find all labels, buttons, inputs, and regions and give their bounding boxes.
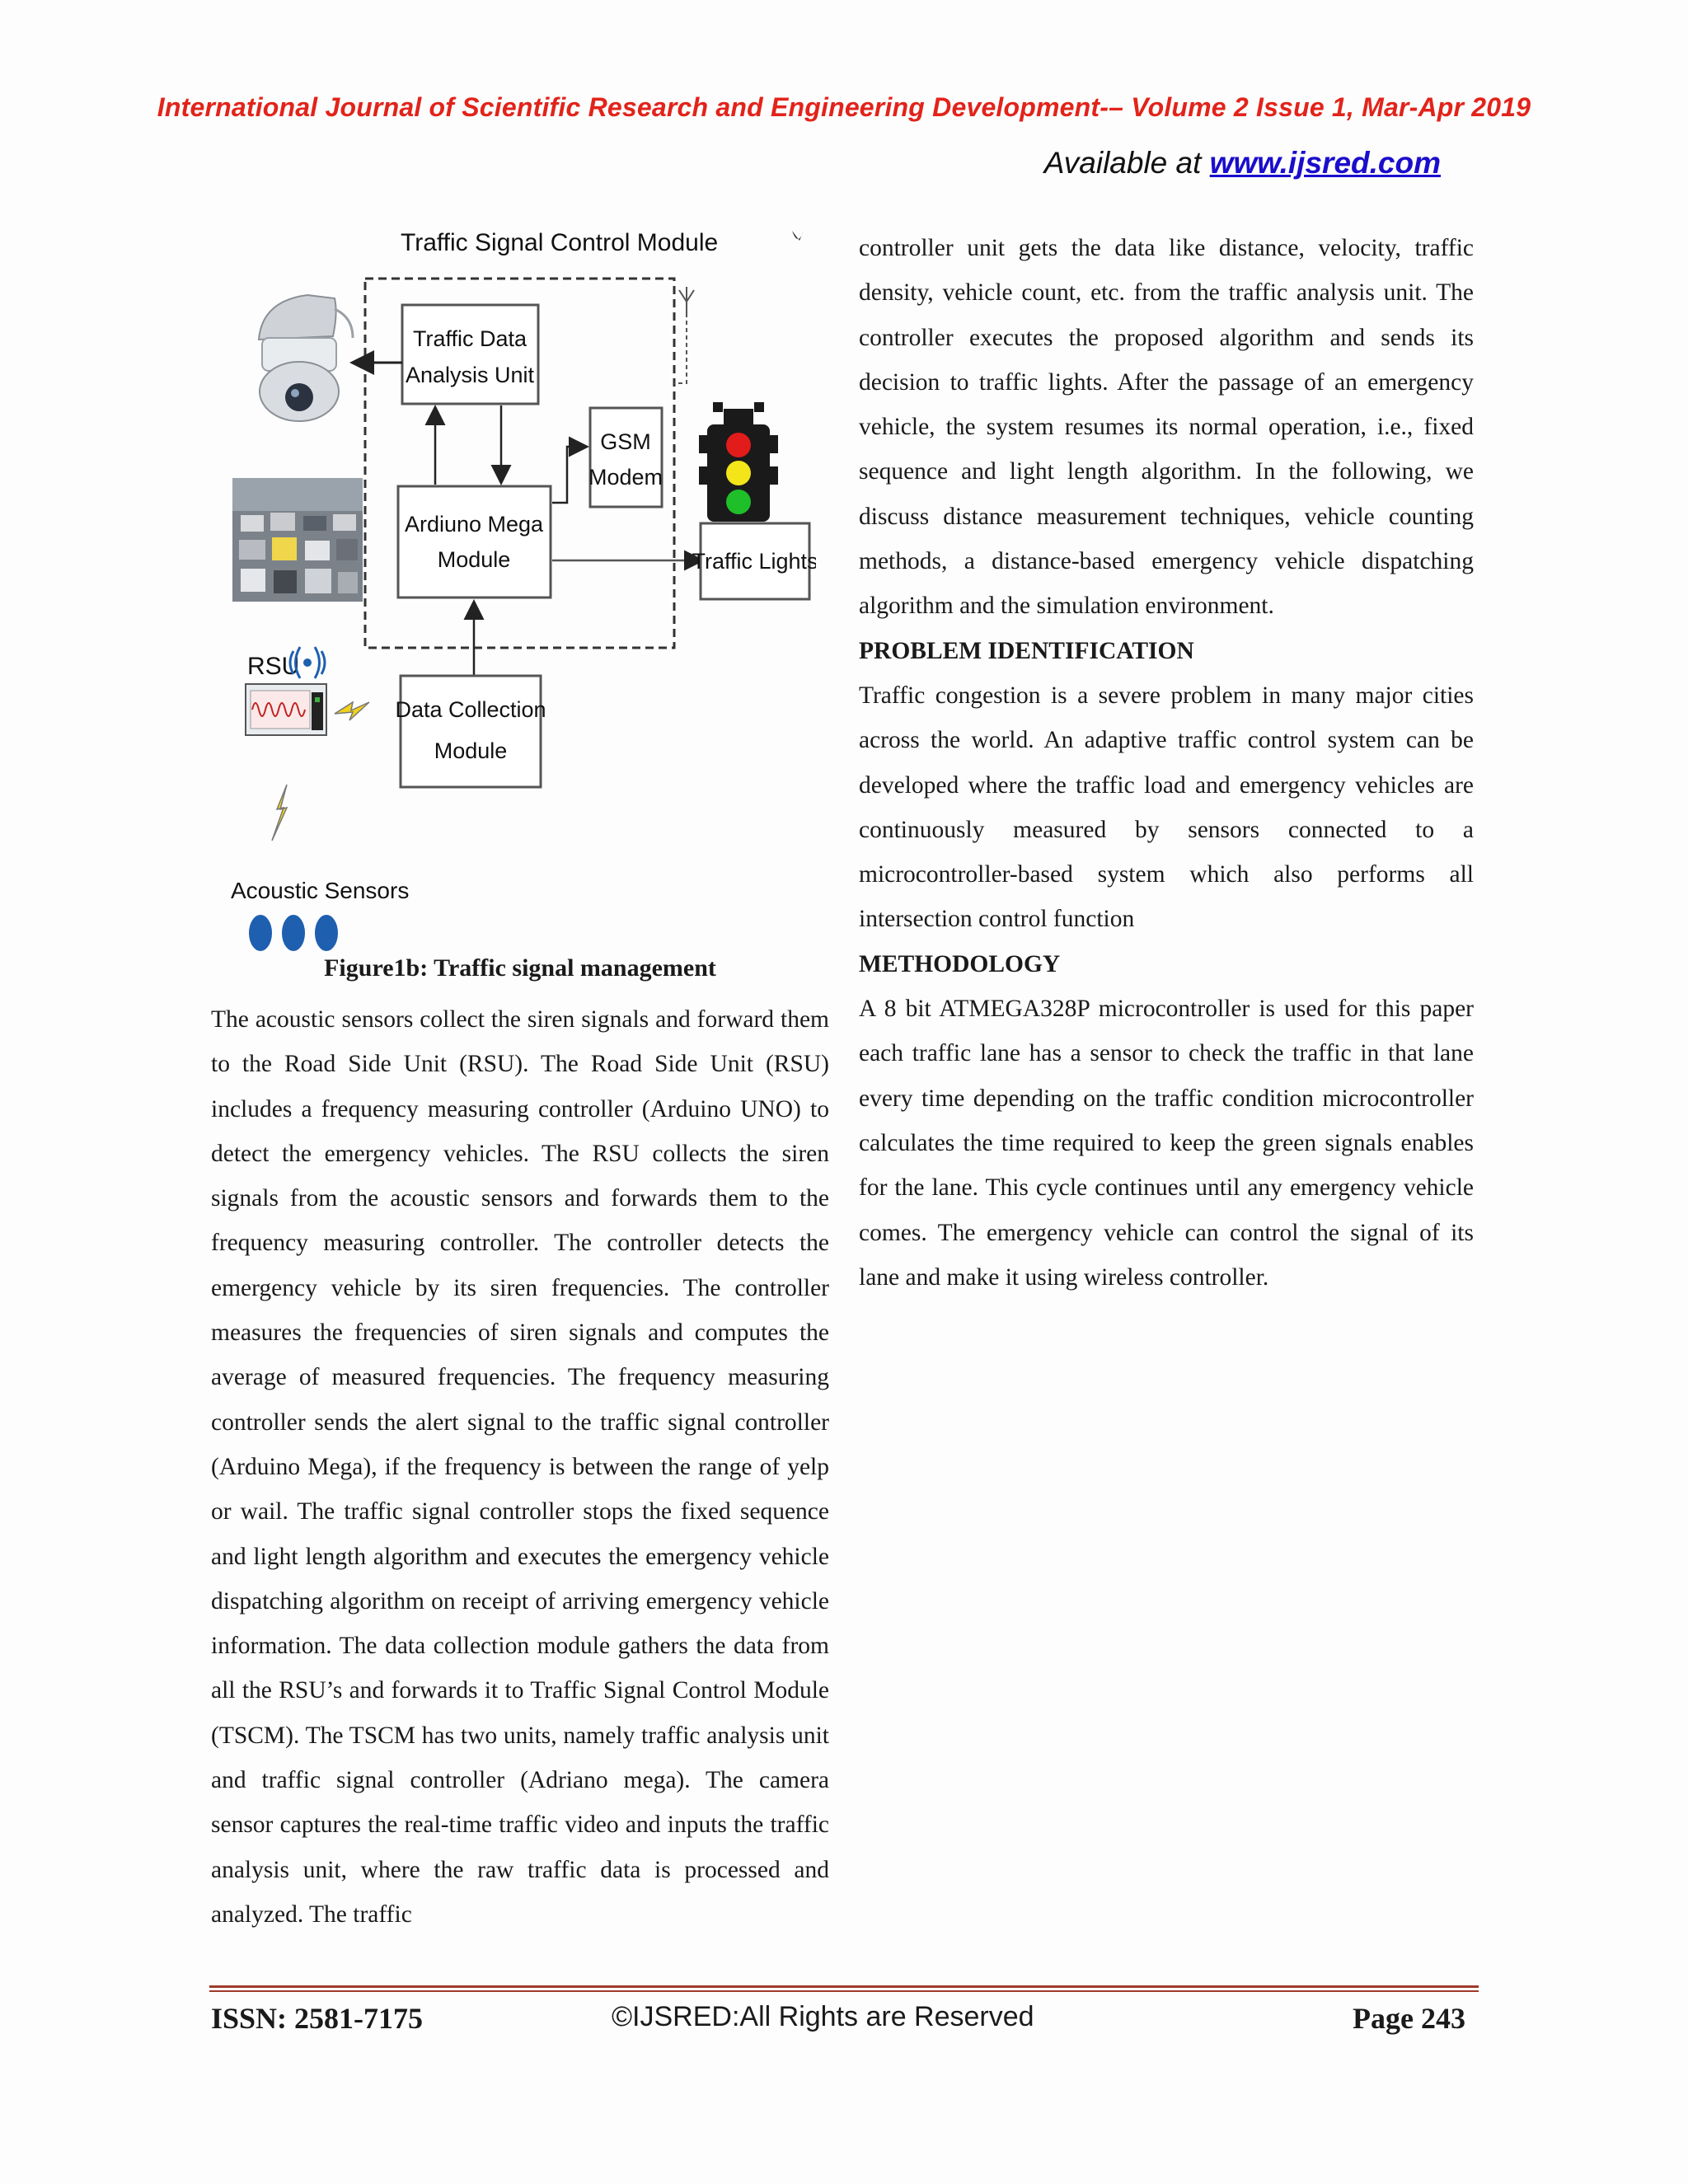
website-link[interactable]: www.ijsred.com <box>1209 146 1441 180</box>
lightning-icon <box>335 702 369 720</box>
gsm-modem-box <box>590 408 662 507</box>
journal-header: International Journal of Scientific Research and Engineering Development-– Volume 2 Issue 1, Mar-Apr 2019 <box>157 92 1531 122</box>
camera-icon <box>259 295 353 421</box>
red-light <box>726 433 751 457</box>
heading-problem-identification: PROBLEM IDENTIFICATION <box>859 637 1194 664</box>
traffic-data-label-2: Analysis Unit <box>405 363 535 387</box>
traffic-photo <box>232 478 363 602</box>
module-title: Traffic Signal Control Module <box>401 229 719 256</box>
sensor-dot <box>249 915 272 951</box>
left-column <box>211 997 829 1937</box>
availability-line <box>1044 146 1441 180</box>
footer-rights: ©IJSRED:All Rights are Reserved <box>612 2001 1034 2032</box>
data-collection-label-2: Module <box>434 738 508 763</box>
right-paragraph-1: controller unit gets the data like distance, velocity, traffic density, vehicle count, etc. from the traffic analysis unit. The controller executes the proposed algorithm and sends its decision to traffic lights. After the passage of an emergency vehicle, the system resumes its normal operation, i.e., fixed sequence and light length algorithm. In the following, we discuss distance measurement techniques, vehicle counting methods, a distance-based emergency vehicle dispatching algorithm and the simulation environment. <box>859 235 1474 620</box>
traffic-data-label-1: Traffic Data <box>412 326 528 351</box>
arduino-mega-box <box>398 486 551 598</box>
traffic-data-analysis-box <box>402 305 538 404</box>
sensor-dot <box>282 915 305 951</box>
arduino-label-1: Ardiuno Mega <box>404 512 544 537</box>
rsu-antenna-dot <box>303 658 312 667</box>
antenna-connector <box>674 313 687 383</box>
antenna-icon <box>679 287 694 313</box>
traffic-signal-figure <box>229 223 816 964</box>
heading-methodology: METHODOLOGY <box>859 950 1061 977</box>
gsm-label-2: Modem <box>588 465 663 490</box>
footer-issn: ISSN: 2581-7175 <box>211 2002 424 2035</box>
footer-rule-thick <box>209 1985 1479 1988</box>
arrow-arduino-to-gsm <box>552 447 585 503</box>
sensor-dot <box>315 915 338 951</box>
arduino-label-2: Module <box>437 547 511 572</box>
footer-rule-thin <box>209 1990 1479 1992</box>
rsu-label: RSU <box>247 653 300 680</box>
lightning-icon-sensors <box>272 785 287 841</box>
available-prefix: Available at <box>1043 146 1210 180</box>
yellow-light <box>726 461 751 485</box>
figure-caption: Figure1b: Traffic signal management <box>324 954 716 982</box>
data-collection-box <box>401 676 541 787</box>
right-column <box>859 226 1474 1300</box>
figure-diagram <box>229 223 816 964</box>
acoustic-sensors-label: Acoustic Sensors <box>231 878 410 903</box>
footer-page-number: Page 243 <box>1353 2002 1465 2035</box>
traffic-lights-label: Traffic Lights <box>692 549 816 574</box>
right-paragraph-3: A 8 bit ATMEGA328P microcontroller is used for this paper each traffic lane has a sensor to check the traffic in that lane every time depending on the traffic condition microcontroller calculates the time required to keep the green signals enables for the lane. This cycle continues until any emergency vehicle comes. The emergency vehicle can control the signal of its lane and make it using wireless controller. <box>859 996 1474 1291</box>
right-paragraph-2: Traffic congestion is a severe problem in many major cities across the world. An adaptive traffic control system can be developed where the traffic load and emergency vehicles are continuously measured by sensors connected to a microcontroller-based system which also performs all intersection control function <box>859 682 1474 933</box>
green-light <box>726 490 751 514</box>
corner-mark-icon <box>792 231 804 241</box>
acoustic-sensor-icons <box>249 915 338 951</box>
traffic-light-icon <box>699 402 778 522</box>
data-collection-label-1: Data Collection <box>395 697 546 722</box>
rsu-device-icon <box>246 684 326 735</box>
left-paragraph: The acoustic sensors collect the siren signals and forward them to the Road Side Unit (RSU). The Road Side Unit (RSU) includes a frequency measuring controller (Arduino UNO) to detect the emergency vehicles. The RSU collects the siren signals from the acoustic sensors and forwards them to the frequency measuring controller. The controller detects the emergency vehicle by its siren frequencies. The controller measures the frequencies of siren signals and computes the average of measured frequencies. The frequency measuring controller sends the alert signal to the traffic signal controller (Arduino Mega), if the frequency is between the range of yelp or wail. The traffic signal controller stops the fixed sequence and light length algorithm and executes the emergency vehicle dispatching algorithm on receipt of arriving emergency vehicle information. The data collection module gathers the data from all the RSU’s and forwards it to Traffic Signal Control Module (TSCM). The TSCM has two units, namely traffic analysis unit and traffic signal controller (Adriano mega). The camera sensor captures the real-time traffic video and inputs the traffic analysis unit, where the raw traffic data is processed and analyzed. The traffic <box>211 1006 829 1928</box>
gsm-label-1: GSM <box>600 429 651 454</box>
